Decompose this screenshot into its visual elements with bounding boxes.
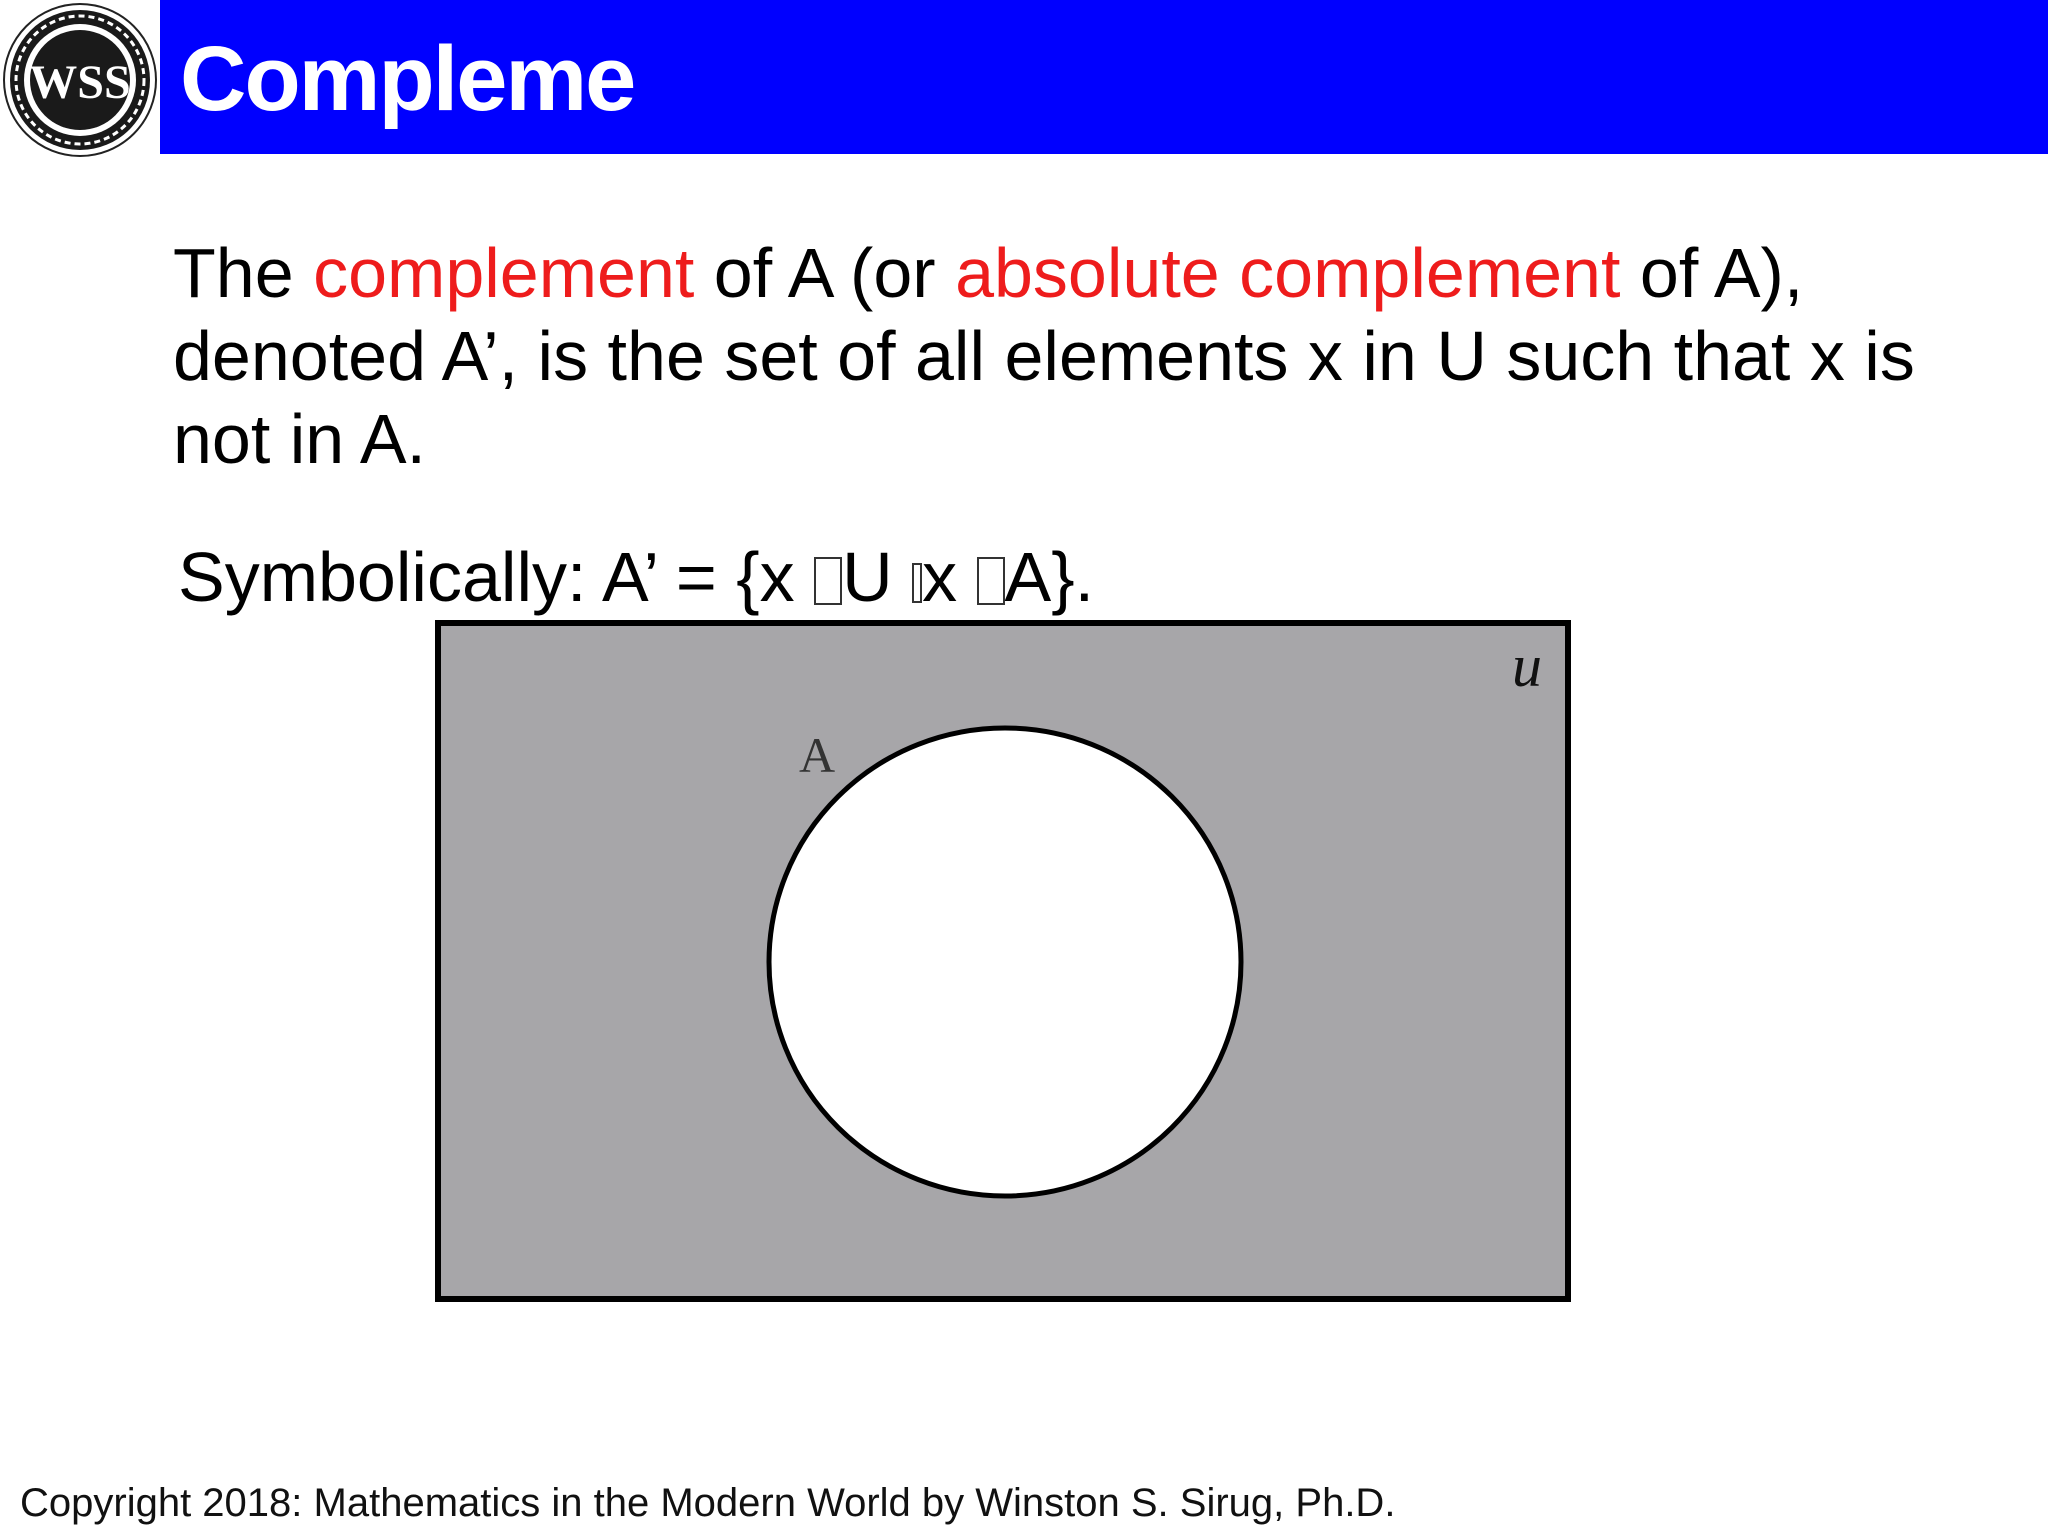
- slide-title: Compleme: [180, 28, 635, 130]
- missing-symbol-glyph: [912, 563, 922, 603]
- symbolic-notation: [178, 535, 1094, 619]
- logo-letters: WSS: [29, 56, 131, 109]
- title-bar: [160, 0, 2048, 154]
- symbolic-text: A}.: [1004, 538, 1095, 616]
- definition-text: of A (or: [694, 234, 956, 312]
- absolute-complement-term: absolute complement: [955, 234, 1621, 312]
- wss-logo-icon: [2, 2, 158, 158]
- symbolic-text: U: [842, 538, 913, 616]
- set-a-label: A: [798, 727, 836, 783]
- symbolic-text: Symbolically: A’ = {x: [178, 538, 815, 616]
- definition-text: The: [173, 234, 314, 312]
- definition-text: of A),: [1620, 234, 1804, 312]
- symbolic-text: x: [922, 538, 977, 616]
- venn-diagram: [433, 618, 1573, 1304]
- definition-line-2: denoted A’, is the set of all elements x in U such that x is: [173, 317, 1915, 395]
- copyright-footer: Copyright 2018: Mathematics in the Modern World by Winston S. Sirug, Ph.D.: [20, 1481, 1396, 1525]
- missing-symbol-glyph: [977, 557, 1005, 605]
- definition-line-3: not in A.: [173, 400, 426, 478]
- definition-paragraph: [173, 232, 1993, 481]
- complement-term: complement: [313, 234, 695, 312]
- missing-symbol-glyph: [814, 557, 842, 605]
- universe-label: u: [1512, 633, 1542, 699]
- set-a-circle: [769, 728, 1241, 1196]
